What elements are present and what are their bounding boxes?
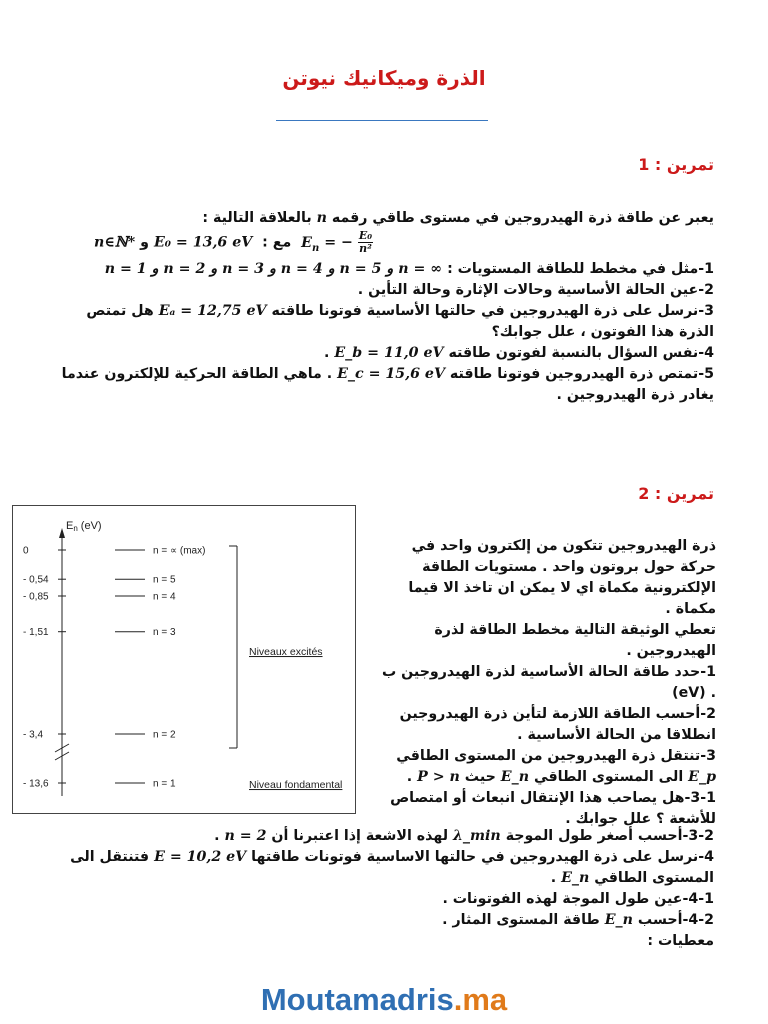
exercise-1-q1 xyxy=(54,259,714,280)
energy-level-label: n = 5 xyxy=(153,574,176,586)
exercise-1-intro-end: بالعلاقة التالية : xyxy=(202,210,312,226)
q5-end: . ماهي الطاقة الحركية للإلكترون عندما يغادر ذرة الهيدروجين . xyxy=(61,366,714,404)
q3-text: نرسل على ذرة الهيدروجين في حالتها الأساسية فوتونا طاقته xyxy=(271,303,699,320)
ex2-q32-text: أحسب أصغر طول الموجة xyxy=(505,828,683,844)
formula-and: و xyxy=(140,234,149,251)
exercise-2-q3-2 xyxy=(14,826,714,847)
ex2-q32-mid: لهذه الاشعة إذا اعتبرنا أن xyxy=(271,828,449,844)
exercise-1-heading-label: تمرين xyxy=(666,155,714,174)
q5-label: 5- xyxy=(698,366,714,383)
ex2-q4-label: 4- xyxy=(698,849,714,865)
page-title: الذرة وميكانيك نيوتن xyxy=(282,66,486,90)
energy-level-diagram xyxy=(12,505,356,814)
ex2-q32-lambda: λ_min xyxy=(452,828,501,844)
exercise-2-q4-1 xyxy=(14,889,714,910)
formula-set: n∈ℕ* xyxy=(94,234,136,251)
q4-end: . xyxy=(324,345,330,362)
ex2-q3-end: . xyxy=(406,769,413,785)
exercise-2-doc: تعطي الوثيقة التالية مخطط الطاقة لذرة الهيدروجين . xyxy=(434,622,716,659)
energy-levels xyxy=(23,546,205,790)
q4-text: نفس السؤال بالنسبة لفوتون طاقته xyxy=(448,345,699,362)
ex2-q4-end: . xyxy=(550,870,557,886)
ex2-q4-energy: E = 10,2 eV xyxy=(154,849,247,865)
ex2-q32-label: 3-2- xyxy=(682,828,714,844)
ex2-q31-label: 3-1- xyxy=(684,790,716,806)
exercise-1-heading xyxy=(638,155,714,174)
exercise-2-data-label: معطيات : xyxy=(647,933,714,949)
exercise-2-q3 xyxy=(371,746,716,788)
formula-e0: E₀ = 13,6 eV xyxy=(153,234,253,251)
exercise-2-body-wide xyxy=(14,826,714,952)
exercise-1-q2 xyxy=(54,280,714,301)
exercise-2-q2 xyxy=(371,704,716,746)
ex2-q2-label: 2- xyxy=(700,706,716,722)
ex2-q3-cond: P > n xyxy=(417,769,460,785)
exercise-2-q3-1 xyxy=(371,788,716,830)
energy-value-label: 0 xyxy=(23,545,29,557)
exercise-1-q5 xyxy=(54,364,714,406)
formula-lhs: $E_n$ xyxy=(301,234,320,254)
ex2-q3-text: تنتقل ذرة الهيدروجين من المستوى الطاقي xyxy=(396,748,701,764)
q2-label: 2- xyxy=(698,282,714,299)
q3-label: 3- xyxy=(698,303,714,320)
energy-level-label: n = ∝ (max) xyxy=(153,545,206,557)
exercise-1-formula xyxy=(54,230,714,258)
exercise-1-intro-var: n xyxy=(316,210,327,226)
formula-fraction xyxy=(358,230,373,255)
energy-diagram-svg xyxy=(13,506,355,813)
q1-values: n = 1 و n = 2 و n = 3 و n = 4 و n = 5 و n = ∞ xyxy=(104,261,443,278)
excited-levels-label: Niveaux excités xyxy=(249,646,323,658)
energy-axis-arrow-icon xyxy=(59,528,65,538)
ex2-q1-text: حدد طاقة الحالة الأساسية لذرة الهيدروجين ب xyxy=(381,664,701,680)
q3-energy: Eₐ = 12,75 eV xyxy=(158,303,267,320)
title-underline xyxy=(276,120,488,121)
q5-energy: E_c = 15,6 eV xyxy=(337,366,445,383)
ex2-q42-end: طاقة المستوى المثار . xyxy=(442,912,600,928)
energy-axis-label: En (eV) xyxy=(66,520,102,533)
energy-value-label: - 3,4 xyxy=(23,729,44,741)
ex2-q2-text: أحسب الطاقة اللازمة لتأين ذرة الهيدروجين انطلاقا من الحالة الأساسية . xyxy=(399,706,716,743)
exercise-1-intro-text: يعبر عن طاقة ذرة الهيدروجين في مستوى طاقي رقمه xyxy=(331,210,714,226)
exercise-1-body xyxy=(54,208,714,406)
q5-text: تمتص ذرة الهيدروجين فوتونا طاقته xyxy=(449,366,699,383)
q4-label: 4- xyxy=(698,345,714,362)
footer-brand: Moutamadris xyxy=(260,982,454,1017)
ex2-q4-en: E_n xyxy=(561,870,590,886)
formula-denominator: n² xyxy=(359,242,372,255)
footer-ext: .ma xyxy=(453,982,508,1017)
ex2-q31-text: هل يصاحب هذا الإنتقال انبعاث أو امتصاص للأشعة ؟ علل جوابك . xyxy=(390,790,716,827)
formula-with: مع : xyxy=(262,234,292,251)
q2-text: عين الحالة الأساسية وحالات الإثارة وحالة التأين . xyxy=(357,282,699,299)
energy-level-label: n = 4 xyxy=(153,591,176,603)
energy-value-label: - 0,85 xyxy=(23,591,49,603)
exercise-2-intro: ذرة الهيدروجين تتكون من إلكترون واحد في حركة حول بروتون واحد . مستويات الطاقة الإلكترونية مكماة اي لا يمكن ان تاخذ الا قيما مكماة . xyxy=(408,538,716,617)
q1-text: مثل في مخطط للطاقة المستويات : xyxy=(447,261,699,278)
exercise-2-q1 xyxy=(371,662,716,704)
energy-level-label: n = 3 xyxy=(153,627,176,639)
exercise-1-heading-number: 1 : xyxy=(638,155,662,174)
q1-label: 1- xyxy=(698,261,714,278)
ex2-q32-end: . xyxy=(214,828,220,844)
ex2-q3-en: E_n xyxy=(500,769,530,785)
formula-eq: = − xyxy=(324,234,353,251)
ex2-q32-n: n = 2 xyxy=(224,828,267,844)
energy-level-label: n = 2 xyxy=(153,729,176,741)
ex2-q41-label: 4-1- xyxy=(682,891,714,907)
ex2-q42-text: أحسب xyxy=(637,912,683,928)
ex2-q1-unit: (eV) . xyxy=(672,685,716,701)
energy-value-label: - 0,54 xyxy=(23,574,49,586)
ex2-q4-text: نرسل على ذرة الهيدروجين في حالتها الاساسية فوتونات طاقتها xyxy=(251,849,699,865)
exercise-2-q4-2 xyxy=(14,910,714,931)
exercise-1-q4 xyxy=(54,343,714,364)
ex2-q3-label: 3- xyxy=(700,748,716,764)
ex2-q3-ep: E_p xyxy=(688,769,716,785)
ex2-q3-mid: الى المستوى الطاقي xyxy=(533,769,684,785)
site-footer-logo xyxy=(0,982,768,1018)
formula-numerator: E₀ xyxy=(358,229,373,242)
ex2-q4-mid: فتنتقل الى المستوى الطاقي xyxy=(70,849,714,886)
ex2-q41-text: عين طول الموجة لهذه الفوتونات . xyxy=(442,891,683,907)
exercise-2-q4 xyxy=(14,847,714,889)
energy-value-label: - 13,6 xyxy=(23,778,49,790)
exercise-1-intro xyxy=(54,208,714,229)
exercise-2-heading xyxy=(638,484,714,503)
ex2-q42-en: E_n xyxy=(604,912,633,928)
q4-energy: E_b = 11,0 eV xyxy=(334,345,444,362)
exercise-1-q3 xyxy=(54,301,714,343)
q3-end: هل تمتص الذرة هذا الفوتون ، علل جوابك؟ xyxy=(86,303,714,341)
ex2-q1-label: 1- xyxy=(700,664,716,680)
exercise-2-body xyxy=(371,536,716,830)
exercise-2-heading-label: تمرين xyxy=(666,484,714,503)
exercise-2-heading-number: 2 : xyxy=(638,484,662,503)
ground-level-label: Niveau fondamental xyxy=(249,779,343,791)
energy-value-label: - 1,51 xyxy=(23,627,49,639)
ex2-q3-cond-pre: حيث xyxy=(464,769,496,785)
energy-level-label: n = 1 xyxy=(153,778,176,790)
ex2-q42-label: 4-2- xyxy=(682,912,714,928)
